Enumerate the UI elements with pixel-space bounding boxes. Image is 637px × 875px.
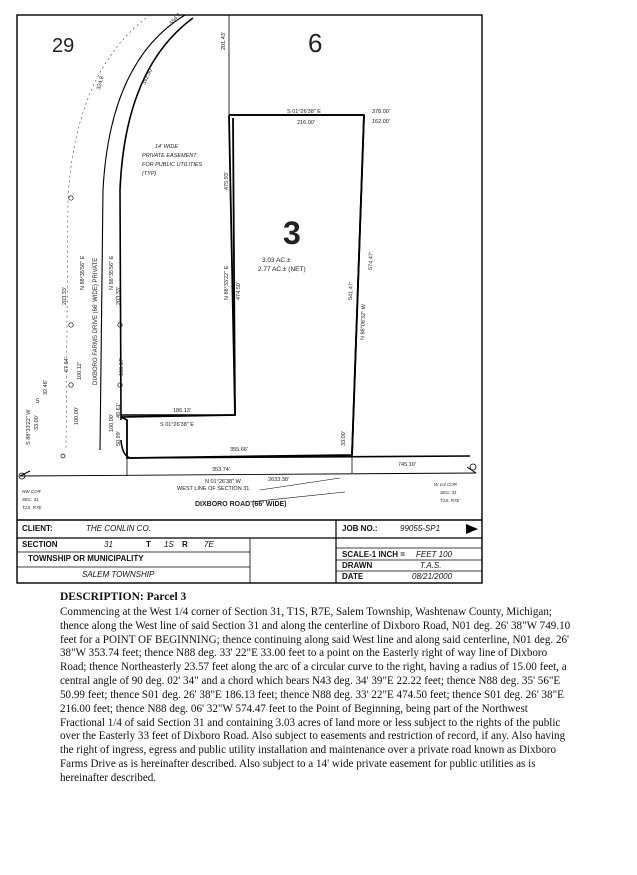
west-line-distance: 2633.38' [268,477,289,483]
west-line-bearing: N 01°26'38" W [205,479,241,485]
easement-note-line: (TYP) [142,171,157,177]
plat-frame [17,15,482,583]
road-segment: 100.12' [77,362,83,380]
date-label: DATE [342,572,364,581]
easement-note-line: PRIVATE EASEMENT [142,153,197,159]
road-segment: 32.46' [43,380,49,395]
t-value: 1S [164,540,174,549]
drawn-value: T.A.S. [420,561,442,570]
road-bearing-1: N 88°35'56" E [80,255,86,290]
road-bearing-3: S 88°33'22" W [26,409,32,445]
r-value: 7E [204,540,214,549]
township-label: TOWNSHIP OR MUNICIPALITY [28,554,144,563]
road-curve-centerline [66,15,150,450]
dixboro-road-label: DIXBORO ROAD (66' WIDE) [195,501,287,508]
dim-curve-1: 554.1 [168,11,183,27]
description-body: Commencing at the West 1/4 corner of Section 31, T1S, R7E, Salem Township, Washtenaw County, Michigan; thence along the West line of said Section 31 and along the centerline of Dixboro Road, N01 deg. 26' 38"W 749.10 feet for a POINT OF BEGINNING; thence continuing along said West line and along said centerline, N01 deg. 26' 38"W 353.74 feet; thence N88 deg. 33' 22"E 33.00 feet to a point on the Easterly right of way line of Dixboro Road; thence Northeasterly 23.57 feet along the arc of a circular curve to the right, having a radius of 15.00 feet, a central angle of 90 deg. 02' 34" and a chord which bears N43 deg. 34' 39"E 22.22 feet; thence N88 deg. 35' 56"E 50.99 feet; thence S01 deg. 26' 38"E 186.13 feet; thence N88 deg. 33' 22"E 474.50 feet; thence S01 deg. 26' 38"E 216.00 feet; thence N88 deg. 06' 32"W 574.47 feet to the Point of Beginning, being part of the Northwest Fractional 1/4 of said Section 31 and containing 3.03 acres of land more or less subject to the rights of the public over the Easterly 33 feet of Dixboro Road. Also subject to easements and restriction of record, if any. Also having the right of ingress, egress and public utility installation and maintenance over a private road known as Dixboro Farms Drive as is hereinafter described. Also subject to a 14' wide private easement for public utilities as is hereinafter described. [60,605,571,784]
dim-east-distance: 574.47' [368,251,375,271]
dim-inner-bearing: N 88°33'22" E [224,265,230,300]
easement-note-line: 14' WIDE [155,144,179,150]
dim-curve-3: 324.8 [96,75,106,91]
date-value: 08/21/2000 [412,572,453,581]
corner-label-right: T1S, R7E [440,498,460,503]
section-label: SECTION [22,540,58,549]
section-value: 31 [104,540,113,549]
lot-number-29: 29 [52,35,75,57]
road-segment: 100.00' [109,414,115,432]
dixboro-road-edge [127,456,470,458]
dim-inner-distance-2: 475.93' [224,172,230,190]
corner-label-left: SEC. 31 [22,497,39,502]
west-section-line [20,473,476,476]
corner-marker-right [470,464,476,470]
dim-inner-distance: 474.50' [236,282,242,300]
road-small-label: 5 [36,399,40,405]
survey-point [69,196,73,200]
corner-label-left: T1S, R7E [22,505,42,510]
dim-north-ext-2: 162.00' [372,119,390,125]
survey-point [69,383,73,387]
scale-label: SCALE-1 INCH = [342,550,405,559]
road-curve-inner [120,18,193,420]
dim-south-distance: 186.13' [173,408,191,414]
road-bearing-2: N 88°35'56" E [109,255,115,290]
job-label: JOB NO.: [342,524,378,533]
job-value: 99055-SP1 [400,524,441,533]
dim-north-distance: 216.00' [297,120,315,126]
township-value: SALEM TOWNSHIP [82,570,155,579]
dim-east-distance-2: 541.47' [348,281,355,301]
parcel-number: 3 [283,215,301,251]
dim-bottom-1: 355.66' [230,447,248,453]
client-label: CLIENT: [22,524,53,533]
dim-curve-2: 392.50' [141,67,155,86]
dim-top: 201.43' [221,32,227,50]
dim-west-line: 745.10' [398,462,416,468]
road-segment: 49.61' [116,403,122,418]
dim-east-bearing: N 88°06'32" W [360,304,368,341]
client-value: THE CONLIN CO. [86,524,151,533]
road-segment: 50.99' [116,431,122,446]
parcel-area-gross: 3.03 AC.± [262,257,291,264]
parcel-area-net: 2.77 AC.± (NET) [258,266,306,273]
road-dist-2: 203.33' [116,287,122,305]
road-segment: 100.00' [74,407,80,425]
scale-value: FEET 100 [416,550,453,559]
road-segment: 67.64' [64,357,70,372]
description-heading: DESCRIPTION: Parcel 3 [60,591,187,603]
corner-label-left: NW COR [22,489,41,494]
dim-bottom-2: 353.74' [212,467,230,473]
dim-south-bearing: S 01°26'38" E [160,422,194,428]
road-dist-3: 33.00' [34,415,40,430]
r-label: R [182,540,188,549]
legal-description [60,591,572,786]
survey-point [69,323,73,327]
corner-label-right: W 1/4 COR [434,482,458,487]
drawn-label: DRAWN [342,561,373,570]
t-label: T [146,540,151,549]
dim-bottom-offset: 33.00' [341,431,347,446]
lot-number-6: 6 [308,28,323,58]
dim-north-ext-1: 378.00' [372,109,390,115]
easement-note-line: FOR PUBLIC UTILITIES [142,162,203,168]
title-block [16,520,481,583]
parcel-sw-arc [121,440,130,458]
road-segment: 100.17' [119,358,125,376]
dim-north-bearing: S 01°26'38" E [287,109,321,115]
survey-point [61,454,65,458]
road-name-label: DIXBORO FARMS DRIVE (66' WIDE) PRIVATE [93,257,99,385]
west-line-label: WEST LINE OF SECTION 31 [177,486,250,492]
road-dist-1: 203.33' [62,287,68,305]
corner-label-right: SEC. 31 [440,490,457,495]
